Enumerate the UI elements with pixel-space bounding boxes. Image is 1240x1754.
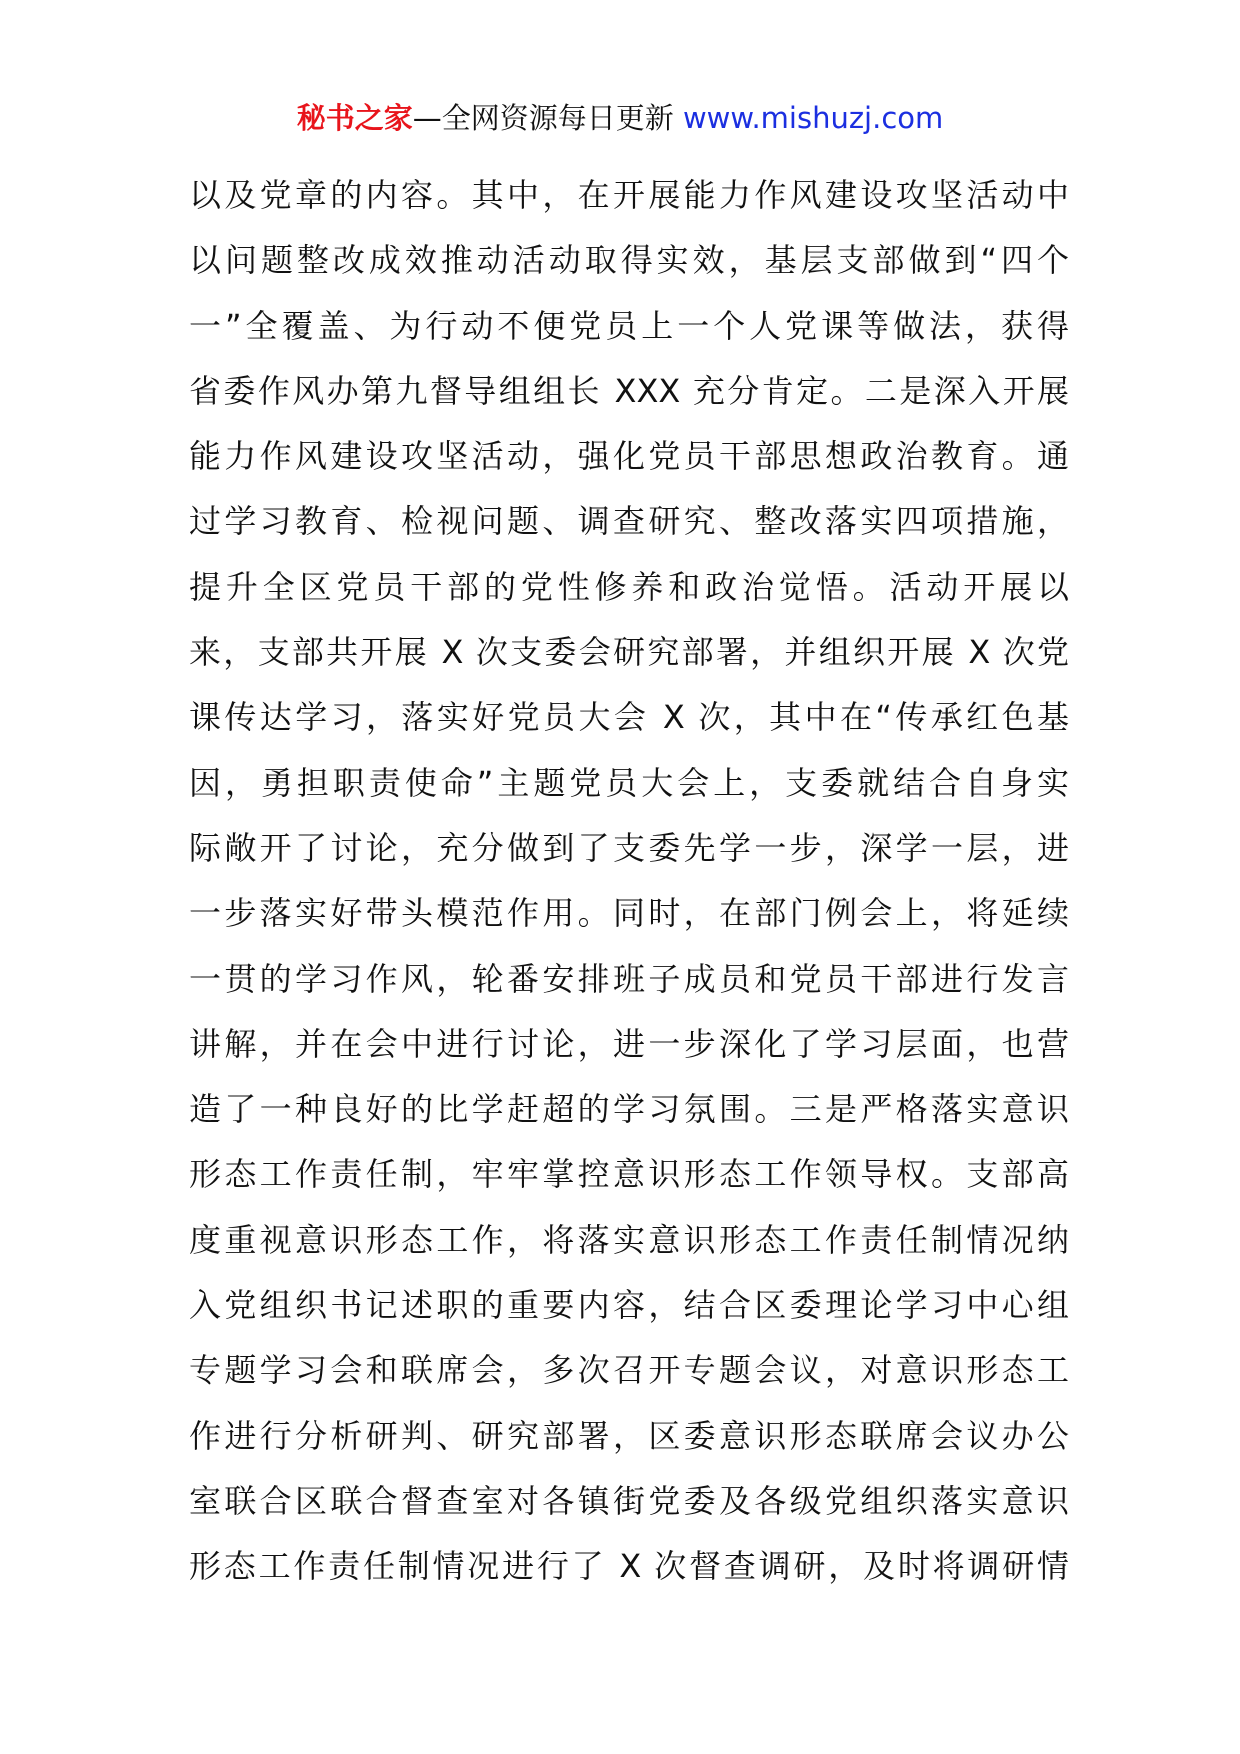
text-line: 过学习教育、检视问题、调查研究、整改落实四项措施， — [189, 502, 1069, 541]
brand-name: 秘书之家 — [296, 101, 413, 135]
text-line: 室联合区联合督查室对各镇街党委及各级党组织落实意识 — [189, 1481, 1069, 1520]
text-line: 能力作风建设攻坚活动，强化党员干部思想政治教育。通 — [189, 437, 1069, 476]
text-line: 一步落实好带头模范作用。同时，在部门例会上，将延续 — [189, 894, 1069, 933]
text-line: 形态工作责任制，牢牢掌控意识形态工作领导权。支部高 — [189, 1155, 1069, 1194]
text-line: 来，支部共开展 X 次支委会研究部署，并组织开展 X 次党 — [189, 633, 1069, 672]
text-line: 形态工作责任制情况进行了 X 次督查调研，及时将调研情 — [189, 1547, 1069, 1586]
text-line: 入党组织书记述职的重要内容，结合区委理论学习中心组 — [189, 1286, 1069, 1325]
text-line: 造了一种良好的比学赶超的学习氛围。三是严格落实意识 — [189, 1090, 1069, 1129]
site-url-link[interactable]: www.mishuzj.com — [682, 101, 944, 135]
document-body — [189, 163, 1069, 1600]
text-line: 一贯的学习作风，轮番安排班子成员和党员干部进行发言 — [189, 959, 1069, 998]
text-line: 因，勇担职责使命”主题党员大会上，支委就结合自身实 — [189, 763, 1069, 802]
text-line: 度重视意识形态工作，将落实意识形态工作责任制情况纳 — [189, 1220, 1069, 1259]
text-line: 专题学习会和联席会，多次召开专题会议，对意识形态工 — [189, 1351, 1069, 1390]
text-line: 省委作风办第九督导组组长 XXX 充分肯定。二是深入开展 — [189, 371, 1069, 410]
text-line: 课传达学习，落实好党员大会 X 次，其中在“传承红色基 — [189, 698, 1069, 737]
text-line: 提升全区党员干部的党性修养和政治觉悟。活动开展以 — [189, 567, 1069, 606]
text-line: 以问题整改成效推动活动取得实效，基层支部做到“四个 — [189, 241, 1069, 280]
site-header — [0, 100, 1240, 136]
text-line: 一”全覆盖、为行动不便党员上一个人党课等做法，获得 — [189, 306, 1069, 345]
text-line: 际敞开了讨论，充分做到了支委先学一步，深学一层，进 — [189, 828, 1069, 867]
header-slogan: —全网资源每日更新 — [412, 101, 683, 135]
text-line: 讲解，并在会中进行讨论，进一步深化了学习层面，也营 — [189, 1024, 1069, 1063]
text-line: 作进行分析研判、研究部署，区委意识形态联席会议办公 — [189, 1416, 1069, 1455]
text-line: 以及党章的内容。其中，在开展能力作风建设攻坚活动中 — [189, 176, 1069, 214]
